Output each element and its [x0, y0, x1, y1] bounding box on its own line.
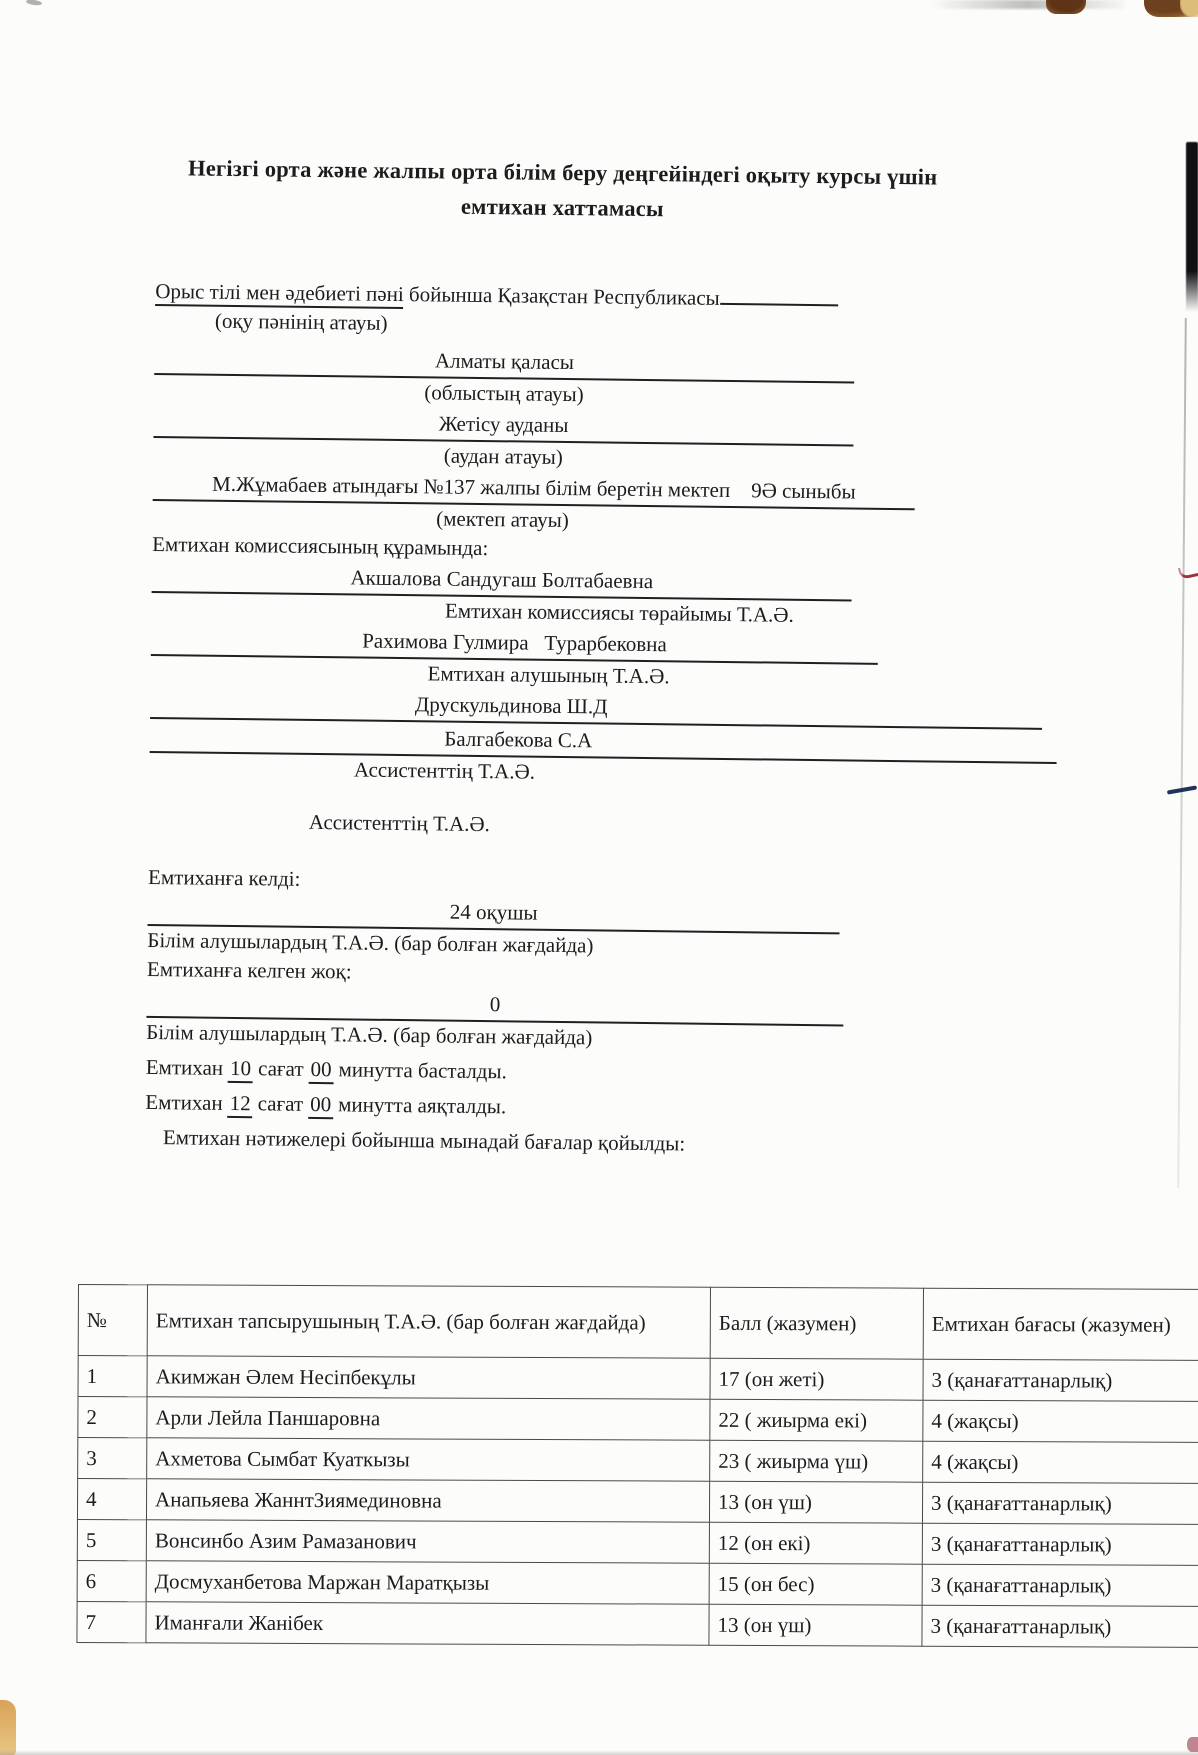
attended-caption: Білім алушылардың Т.А.Ә. (бар болған жағдайда) — [147, 927, 594, 958]
results-table — [76, 1284, 1198, 1648]
school-value: М.Жұмабаев атындағы №137 жалпы білім беретін мектеп 9Ә сыныбы — [153, 467, 915, 510]
start-mid: сағат — [257, 1056, 304, 1081]
cell-grade: 4 (жақсы) — [923, 1441, 1198, 1483]
absent-value: 0 — [146, 984, 843, 1027]
start-suffix: минутта басталды. — [338, 1057, 507, 1084]
header-student-name: Емтихан тапсырушының Т.А.Ә. (бар болған жағдайда) — [147, 1285, 710, 1358]
cell-grade: 3 (қанағаттанарлық) — [923, 1359, 1198, 1401]
results-label: Емтихан нәтижелері бойынша мынадай бағалар қойылды: — [162, 1125, 686, 1156]
table-row — [78, 1397, 1198, 1443]
absent-caption: Білім алушылардың Т.А.Ә. (бар болған жағдайда) — [146, 1019, 593, 1050]
cell-number: 7 — [77, 1601, 146, 1642]
commission-label: Емтихан комиссиясының құрамында: — [152, 531, 489, 561]
end-suffix: минутта аяқталды. — [338, 1092, 507, 1119]
assistant-caption-repeat: Ассистенттің Т.А.Ә. — [308, 809, 491, 837]
end-minute: 00 — [308, 1092, 333, 1119]
assistant1-name: Друскульдинова Ш.Д — [150, 685, 1042, 730]
table-row — [78, 1438, 1198, 1484]
cell-score: 17 (он жеті) — [710, 1358, 923, 1400]
cell-student-name: Акимжан Әлем Несіпбекұлы — [147, 1356, 710, 1399]
cell-student-name: Ахметова Сымбат Куаткызы — [147, 1438, 710, 1481]
cell-number: 3 — [78, 1438, 147, 1479]
subject-blank-line — [720, 283, 838, 306]
end-prefix: Емтихан — [145, 1089, 223, 1115]
cell-student-name: Досмуханбетова Маржан Маратқызы — [146, 1561, 709, 1604]
table-row — [78, 1356, 1198, 1402]
start-prefix: Емтихан — [145, 1054, 224, 1080]
table-row — [77, 1479, 1198, 1525]
attended-value: 24 оқушы — [148, 892, 840, 934]
cell-number: 2 — [78, 1397, 147, 1438]
district-value: Жетісу ауданы — [153, 404, 853, 447]
assistant-caption: Ассистенттің Т.А.Ә. — [353, 757, 536, 784]
scan-artifact-top-streak — [930, 0, 1125, 9]
cell-number: 1 — [78, 1356, 147, 1397]
school-caption: (мектеп атауы) — [436, 506, 569, 533]
scan-artifact-bottom-edge — [0, 1750, 1198, 1755]
pen-mark-red — [1178, 564, 1198, 580]
cell-grade: 3 (қанағаттанарлық) — [922, 1523, 1198, 1565]
cell-grade: 3 (қанағаттанарлық) — [922, 1605, 1198, 1647]
header-number: № — [78, 1285, 147, 1356]
cell-number: 5 — [77, 1520, 146, 1561]
results-table-header — [78, 1285, 1198, 1361]
attended-label: Емтиханға келді: — [147, 864, 301, 891]
page-title: Негізгі орта және жалпы орта білім беру деңгейіндегі оқыту курсы үшін емтихан хаттамасы — [187, 155, 938, 222]
end-mid: сағат — [257, 1091, 304, 1116]
table-row — [77, 1560, 1198, 1606]
header-grade: Емтихан бағасы (жазумен) — [923, 1288, 1198, 1360]
absent-label: Емтиханға келген жоқ: — [146, 956, 352, 984]
district-caption: (аудан атауы) — [443, 443, 563, 469]
scan-artifact-brown-blob-1 — [1046, 0, 1086, 14]
chair-caption: Емтихан комиссиясы төрайымы Т.А.Ә. — [444, 598, 794, 627]
end-time-line — [145, 1088, 957, 1127]
cell-number: 6 — [77, 1560, 146, 1601]
protocol-form — [145, 150, 969, 1162]
subject-caption: (оқу пәнінің атауы) — [214, 308, 388, 335]
cell-student-name: Иманғали Жанібек — [146, 1602, 709, 1645]
cell-score: 23 ( жиырма үш) — [710, 1440, 923, 1482]
start-hour: 10 — [228, 1056, 253, 1083]
subject-name: Орыс тілі мен әдебиеті пәні — [155, 279, 404, 309]
header-score: Балл (жазумен) — [710, 1287, 923, 1359]
start-time-line — [146, 1053, 958, 1092]
examiner-caption: Емтихан алушының Т.А.Ә. — [427, 661, 670, 689]
chair-name: Акшалова Сандугаш Болтабаевна — [152, 559, 852, 602]
table-row — [77, 1520, 1198, 1566]
cell-student-name: Арли Лейла Паншаровна — [147, 1397, 710, 1440]
examiner-name: Рахимова Гулмира Турарбековна — [151, 622, 878, 665]
cell-score: 15 (он бес) — [709, 1563, 922, 1605]
cell-student-name: Анапьяева ЖаннтЗиямединовна — [146, 1479, 709, 1522]
cell-score: 13 (он үш) — [709, 1604, 922, 1646]
cell-grade: 3 (қанағаттанарлық) — [922, 1482, 1198, 1524]
scan-artifact-bottom-left-blob — [0, 1700, 16, 1755]
region-caption: (облыстың атауы) — [424, 380, 584, 407]
cell-grade: 3 (қанағаттанарлық) — [922, 1564, 1198, 1606]
cell-student-name: Вонсинбо Азим Рамазанович — [146, 1520, 709, 1563]
start-minute: 00 — [308, 1057, 333, 1084]
header-row — [78, 1285, 1198, 1361]
scan-artifact-right-black-strip — [1186, 142, 1198, 312]
subject-rest: бойынша Қазақстан Республикасы — [403, 282, 720, 310]
scan-artifact-top-left — [26, 0, 43, 6]
scan-artifact-page-edge-line — [1177, 318, 1187, 1188]
table-row — [77, 1601, 1198, 1647]
cell-grade: 4 (жақсы) — [923, 1400, 1198, 1442]
cell-score: 22 ( жиырма екі) — [710, 1399, 923, 1441]
cell-score: 12 (он екі) — [709, 1522, 922, 1564]
cell-score: 13 (он үш) — [709, 1481, 922, 1523]
cell-number: 4 — [77, 1479, 146, 1520]
end-hour: 12 — [228, 1091, 253, 1118]
region-value: Алматы қаласы — [154, 341, 854, 384]
assistant2-name: Балгабекова С.А — [150, 719, 1057, 764]
